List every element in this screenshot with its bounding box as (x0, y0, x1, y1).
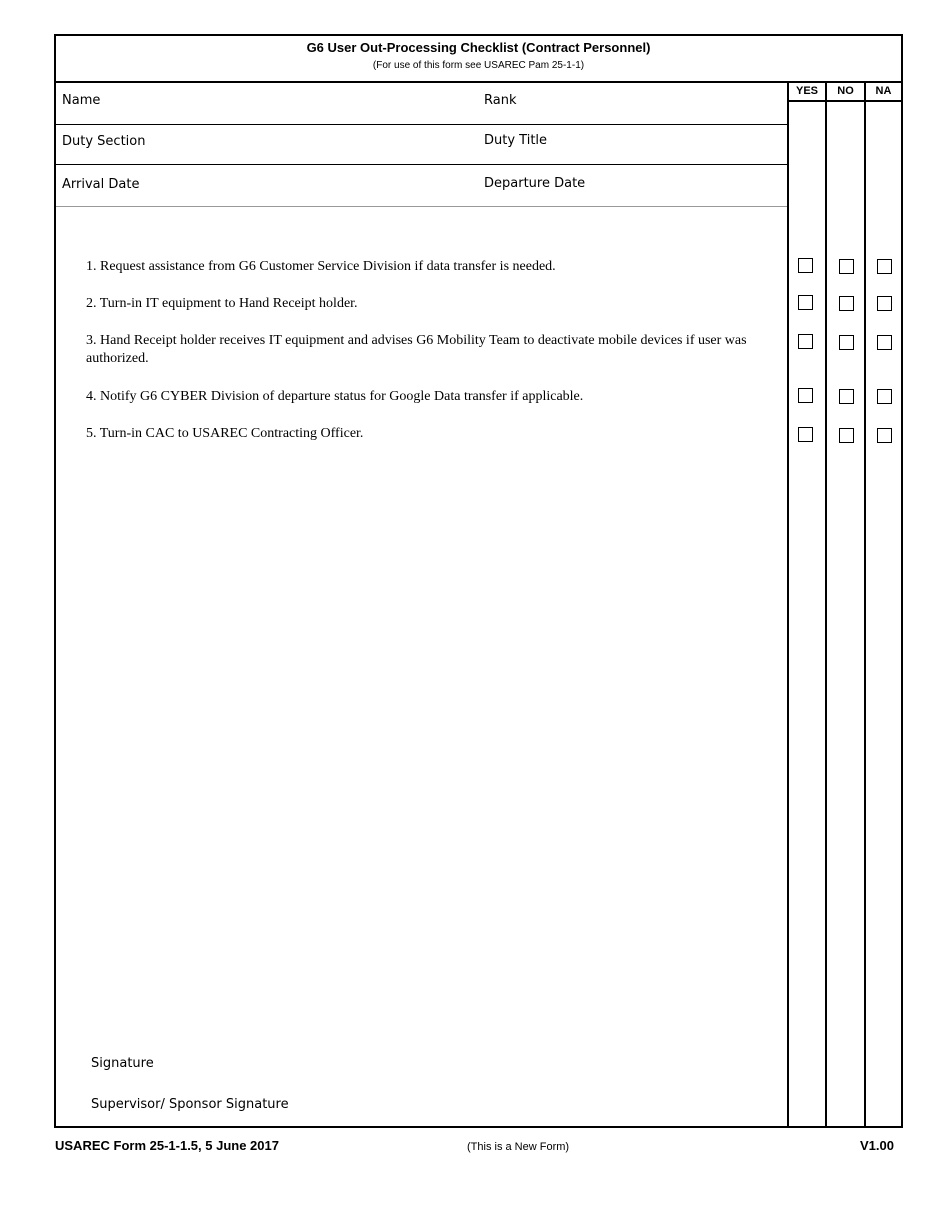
item-3-yes-checkbox[interactable] (798, 334, 813, 349)
checklist-item-4: 4. Notify G6 CYBER Division of departure status for Google Data transfer if applicable. (86, 389, 584, 404)
column-divider-yes (787, 81, 789, 1126)
item-1-no-checkbox[interactable] (839, 259, 854, 274)
rank-label: Rank (484, 93, 517, 108)
duty-section-label: Duty Section (62, 134, 146, 149)
item-5-na-checkbox[interactable] (877, 428, 892, 443)
new-form-note: (This is a New Form) (467, 1141, 570, 1153)
item-4-na-checkbox[interactable] (877, 389, 892, 404)
item-5-no-checkbox[interactable] (839, 428, 854, 443)
form-version: V1.00 (860, 1138, 894, 1153)
item-4-no-checkbox[interactable] (839, 389, 854, 404)
supervisor-signature-label: Supervisor/ Sponsor Signature (91, 1097, 289, 1112)
column-divider-no (825, 81, 827, 1126)
item-3-no-checkbox[interactable] (839, 335, 854, 350)
form-identifier: USAREC Form 25-1-1.5, 5 June 2017 (55, 1138, 279, 1153)
item-3-na-checkbox[interactable] (877, 335, 892, 350)
column-header-na: NA (875, 85, 892, 97)
field-divider (56, 124, 787, 125)
item-1-yes-checkbox[interactable] (798, 258, 813, 273)
form-subtitle: (For use of this form see USAREC Pam 25-1-1) (372, 60, 585, 71)
checklist-form (54, 34, 903, 1128)
arrival-date-label: Arrival Date (62, 177, 140, 192)
column-header-underline (787, 100, 901, 102)
item-2-no-checkbox[interactable] (839, 296, 854, 311)
signature-label: Signature (91, 1056, 154, 1071)
form-header (56, 36, 901, 83)
duty-title-label: Duty Title (484, 133, 548, 148)
checklist-item-5: 5. Turn-in CAC to USAREC Contracting Officer. (86, 426, 364, 441)
departure-date-label: Departure Date (484, 176, 586, 191)
column-divider-na (864, 81, 866, 1126)
field-divider (56, 164, 787, 165)
item-1-na-checkbox[interactable] (877, 259, 892, 274)
checklist-item-2: 2. Turn-in IT equipment to Hand Receipt holder. (86, 296, 358, 311)
item-5-yes-checkbox[interactable] (798, 427, 813, 442)
name-label: Name (62, 93, 101, 108)
item-4-yes-checkbox[interactable] (798, 388, 813, 403)
column-header-no: NO (837, 85, 854, 97)
item-2-na-checkbox[interactable] (877, 296, 892, 311)
item-2-yes-checkbox[interactable] (798, 295, 813, 310)
field-divider (56, 206, 787, 207)
form-title: G6 User Out-Processing Checklist (Contract Personnel) (306, 40, 651, 55)
checklist-item-1: 1. Request assistance from G6 Customer Service Division if data transfer is needed. (86, 259, 556, 274)
column-header-yes: YES (795, 85, 818, 97)
checklist-item-3: 3. Hand Receipt holder receives IT equipment and advises G6 Mobility Team to deactivate mobile devices if user was authorized. (86, 333, 747, 366)
